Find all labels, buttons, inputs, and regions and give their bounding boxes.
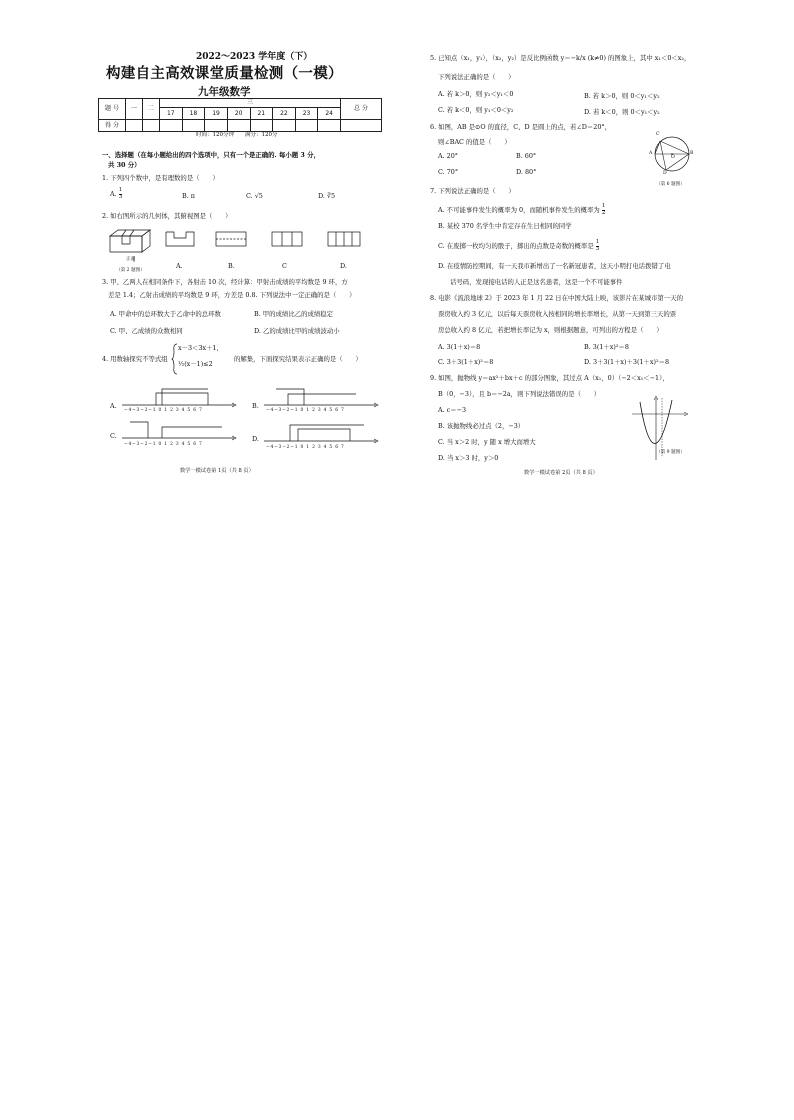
score-col-3-head: 三: [160, 99, 341, 108]
q2-label-c: C: [282, 262, 287, 270]
score-cell: [126, 120, 143, 132]
q3-option-c: C. 甲、乙成绩的众数相同: [110, 327, 183, 335]
q4-label-d: D.: [252, 435, 259, 443]
score-row-label-2: 得 分: [99, 120, 126, 132]
q5-option-c: C. 若 k＜0，则 y₁＜0＜y₂: [438, 106, 514, 114]
q7-c-fraction: [596, 240, 600, 252]
q2-view-b: [216, 232, 246, 246]
q1-a-fraction: [119, 188, 123, 200]
q8-option-b: B. 3(1＋x)²＝8: [584, 343, 629, 351]
q8-option-a: A. 3(1＋x)＝8: [438, 343, 481, 351]
q4-stem-pre: 4. 用数轴探究不等式组: [102, 355, 168, 363]
score-cell: [227, 120, 250, 132]
score-cell: [273, 120, 296, 132]
q7-a-text: A. 不可能事件发生的概率为 0，而随机事件发生的概率为: [438, 206, 600, 214]
score-cell: [341, 120, 382, 132]
score-total: 总 分: [341, 99, 382, 120]
section-1-heading: 一、选择题（在每小题给出的四个选项中，只有一个是正确的. 每小题 3 分，: [102, 151, 320, 159]
q6-point-o: O: [671, 155, 675, 160]
q4-label-c: C.: [110, 432, 117, 440]
score-col-2: 二: [143, 99, 160, 120]
q6-circle-figure: [650, 134, 700, 184]
q7-option-c: [438, 240, 599, 252]
q5-option-b: B. 若 k＞0，则 0＜y₁＜y₂: [584, 92, 660, 100]
q5-stem-2: 下列说法正确的是（ ）: [438, 73, 515, 81]
q2-figures: [110, 226, 390, 276]
q7-c-den: 3: [595, 245, 600, 252]
q7-option-d-cont: 话号码，发现接电话的人正是这名患者，这是一个不可能事件: [450, 278, 623, 286]
right-page-footer: 数学一模试卷第 2页（共 8 页）: [524, 470, 598, 476]
exam-title: 构建自主高效课堂质量检测（一模）: [106, 66, 343, 82]
q7-stem: 7. 下列说法正确的是（ ）: [430, 187, 515, 195]
school-year: 2022～2023 学年度（下）: [196, 52, 313, 62]
q7-c-num: 1: [595, 239, 600, 245]
score-col-20: 20: [227, 108, 250, 120]
q1-options: [110, 188, 392, 204]
score-cell: [295, 120, 318, 132]
q4-axis-d: −4−3−2−1 0 1 2 3 4 5 6 7: [266, 445, 345, 450]
score-cell: [160, 120, 183, 132]
q1-option-b: B. π: [182, 192, 195, 200]
score-col-1: 一: [126, 99, 143, 120]
score-cell: [318, 120, 341, 132]
q6-caption: （第 6 题图）: [656, 182, 685, 187]
q6-option-a: A. 20°: [438, 152, 459, 160]
q3-option-b: B. 甲的成绩比乙的成绩稳定: [254, 310, 334, 318]
q9-option-d: D. 当 x＞3 时，y＞0: [438, 454, 499, 462]
score-cell: [250, 120, 273, 132]
q9-stem-2: B（0，−3），且 b＝−2a，则下列说法错误的是（ ）: [438, 390, 601, 398]
q2-view-d: [328, 232, 360, 246]
score-col-23: 23: [295, 108, 318, 120]
q3-stem: 3. 甲、乙两人在相同条件下，各射击 10 次，经计算：甲射击成绩的平均数是 9 环，方: [102, 278, 348, 286]
q2-front-label: 正面: [126, 257, 136, 262]
q1-a-num: 1: [118, 187, 123, 193]
score-cell: [205, 120, 228, 132]
score-col-21: 21: [250, 108, 273, 120]
q9-stem: 9. 如图，抛物线 y＝ax²＋bx＋c 的部分图象，其过点 A（x₁，0）（−2＜x₁＜−1），: [430, 374, 669, 382]
q3-stem-2: 差是 1.4；乙射击成绩的平均数是 9 环，方差是 0.8. 下列说法中一定正确的是（ ）: [108, 291, 356, 299]
q4-ineq-2: ½(x－1)≤2: [178, 360, 213, 368]
q7-a-num: 1: [601, 203, 606, 209]
q3-option-d: D. 乙的成绩比甲的成绩波动小: [254, 327, 340, 335]
score-cell: [182, 120, 205, 132]
score-col-22: 22: [273, 108, 296, 120]
q2-stem: 2. 如右图所示的几何体，其俯视图是（ ）: [102, 212, 232, 220]
q6-point-a: A: [649, 151, 653, 156]
q8-stem-3: 房总收入约 8 亿元，若把增长率记为 x，则根据题意，可列出的方程是（ ）: [438, 326, 663, 334]
q6-option-c: C. 70°: [438, 168, 459, 176]
score-col-18: 18: [182, 108, 205, 120]
q4-axis-c: −4−3−2−1 0 1 2 3 4 5 6 7: [124, 442, 203, 447]
q3-option-a: A. 甲命中的总环数大于乙命中的总环数: [110, 310, 221, 318]
score-cell: [143, 120, 160, 132]
q4-ineq-1: x－3＜3x＋1,: [178, 344, 219, 352]
q7-option-a: [438, 204, 605, 216]
q2-view-a: [166, 232, 194, 246]
q4-axis-a: −4−3−2−1 0 1 2 3 4 5 6 7: [124, 408, 203, 413]
q4-stem-post: 的解集，下面探究结果表示正确的是（ ）: [234, 355, 362, 363]
q6-point-b: B: [690, 151, 694, 156]
score-col-19: 19: [205, 108, 228, 120]
q6-stem: 6. 如图，AB 是⊙O 的直径，C、D 是圆上的点，若∠D＝20°，: [430, 123, 611, 131]
score-table: [98, 98, 382, 132]
q4-label-a: A.: [110, 402, 117, 410]
q8-stem: 8. 电影《流浪地球 2》于 2023 年 1 月 22 日在中国大陆上映，该影片在某城市第一天的: [430, 294, 683, 302]
q7-option-b: B. 某校 370 名学生中肯定存在生日相同的同学: [438, 222, 572, 230]
q9-caption: （第 9 题图）: [656, 450, 685, 455]
q2-caption: （第 2 题图）: [116, 268, 145, 273]
q7-a-den: 2: [601, 209, 606, 216]
q6-point-d: D: [663, 171, 667, 176]
left-exam-page: [96, 40, 392, 485]
q5-option-a: A. 若 k＞0，则 y₂＜y₁＜0: [438, 90, 514, 98]
q6-point-c: C: [656, 132, 660, 137]
q2-label-b: B.: [228, 262, 235, 270]
q1-a-den: 3: [118, 193, 123, 200]
q1-option-c: C. √5: [246, 192, 263, 200]
q7-c-text: C. 在废掷一枚均匀的骰子，掷出的点数是奇数的概率是: [438, 242, 594, 250]
q2-label-d: D.: [340, 262, 347, 270]
q7-a-fraction: [602, 204, 606, 216]
score-row-label: 题 号: [99, 99, 126, 120]
score-col-17: 17: [160, 108, 183, 120]
q5-stem: 5. 已知点（x₁，y₁），（x₂，y₂）是反比例函数 y＝−k/x (k≠0) 的图象上，其中 x₁＜0＜x₂，: [430, 54, 691, 62]
q1-option-a: [110, 188, 122, 200]
q6-option-b: B. 60°: [516, 152, 537, 160]
q8-option-c: C. 3＋3(1＋x)²＝8: [438, 358, 494, 366]
q8-stem-2: 票房收入约 3 亿元，以后每天票房收入按相同的增长率增长，从第一天到第三天的票: [438, 310, 677, 318]
right-exam-page: [424, 40, 714, 485]
left-page-footer: 数学一模试卷第 1页（共 8 页）: [180, 468, 254, 474]
q4-label-b: B.: [252, 402, 259, 410]
exam-meta: 时间：120分钟 满分：120分: [196, 132, 278, 138]
q8-option-d: D. 3＋3(1＋x)＋3(1＋x)²＝8: [584, 358, 670, 366]
q4-axis-b: −4−3−2−1 0 1 2 3 4 5 6 7: [266, 408, 345, 413]
q2-solid: [110, 230, 150, 252]
q6-stem-2: 则∠BAC 的值是（ ）: [438, 138, 511, 146]
q1-option-d: D. ∛5: [318, 192, 336, 200]
q2-label-a: A.: [176, 262, 183, 270]
score-col-24: 24: [318, 108, 341, 120]
q5-option-d: D. 若 k＜0，则 0＜y₁＜y₂: [584, 108, 660, 116]
q9-option-c: C. 当 x＞2 时，y 随 x 增大而增大: [438, 438, 536, 446]
q2-view-c: [272, 232, 302, 246]
q6-option-d: D. 80°: [516, 168, 537, 176]
section-1-heading-cont: 共 30 分）: [108, 161, 141, 169]
q9-option-b: B. 该抛物线必过点（2，−3）: [438, 422, 525, 430]
q7-option-d: D. 在疫情防控期间，有一天我市新增出了一名新冠患者，这天小明打电话拨错了电: [438, 262, 671, 270]
q1-stem: 1. 下列四个数中，是有理数的是（ ）: [102, 174, 219, 182]
exam-subject: 九年级数学: [198, 86, 251, 98]
q9-option-a: A. c＝−3: [438, 406, 467, 414]
q1-a-label: A.: [110, 190, 117, 198]
